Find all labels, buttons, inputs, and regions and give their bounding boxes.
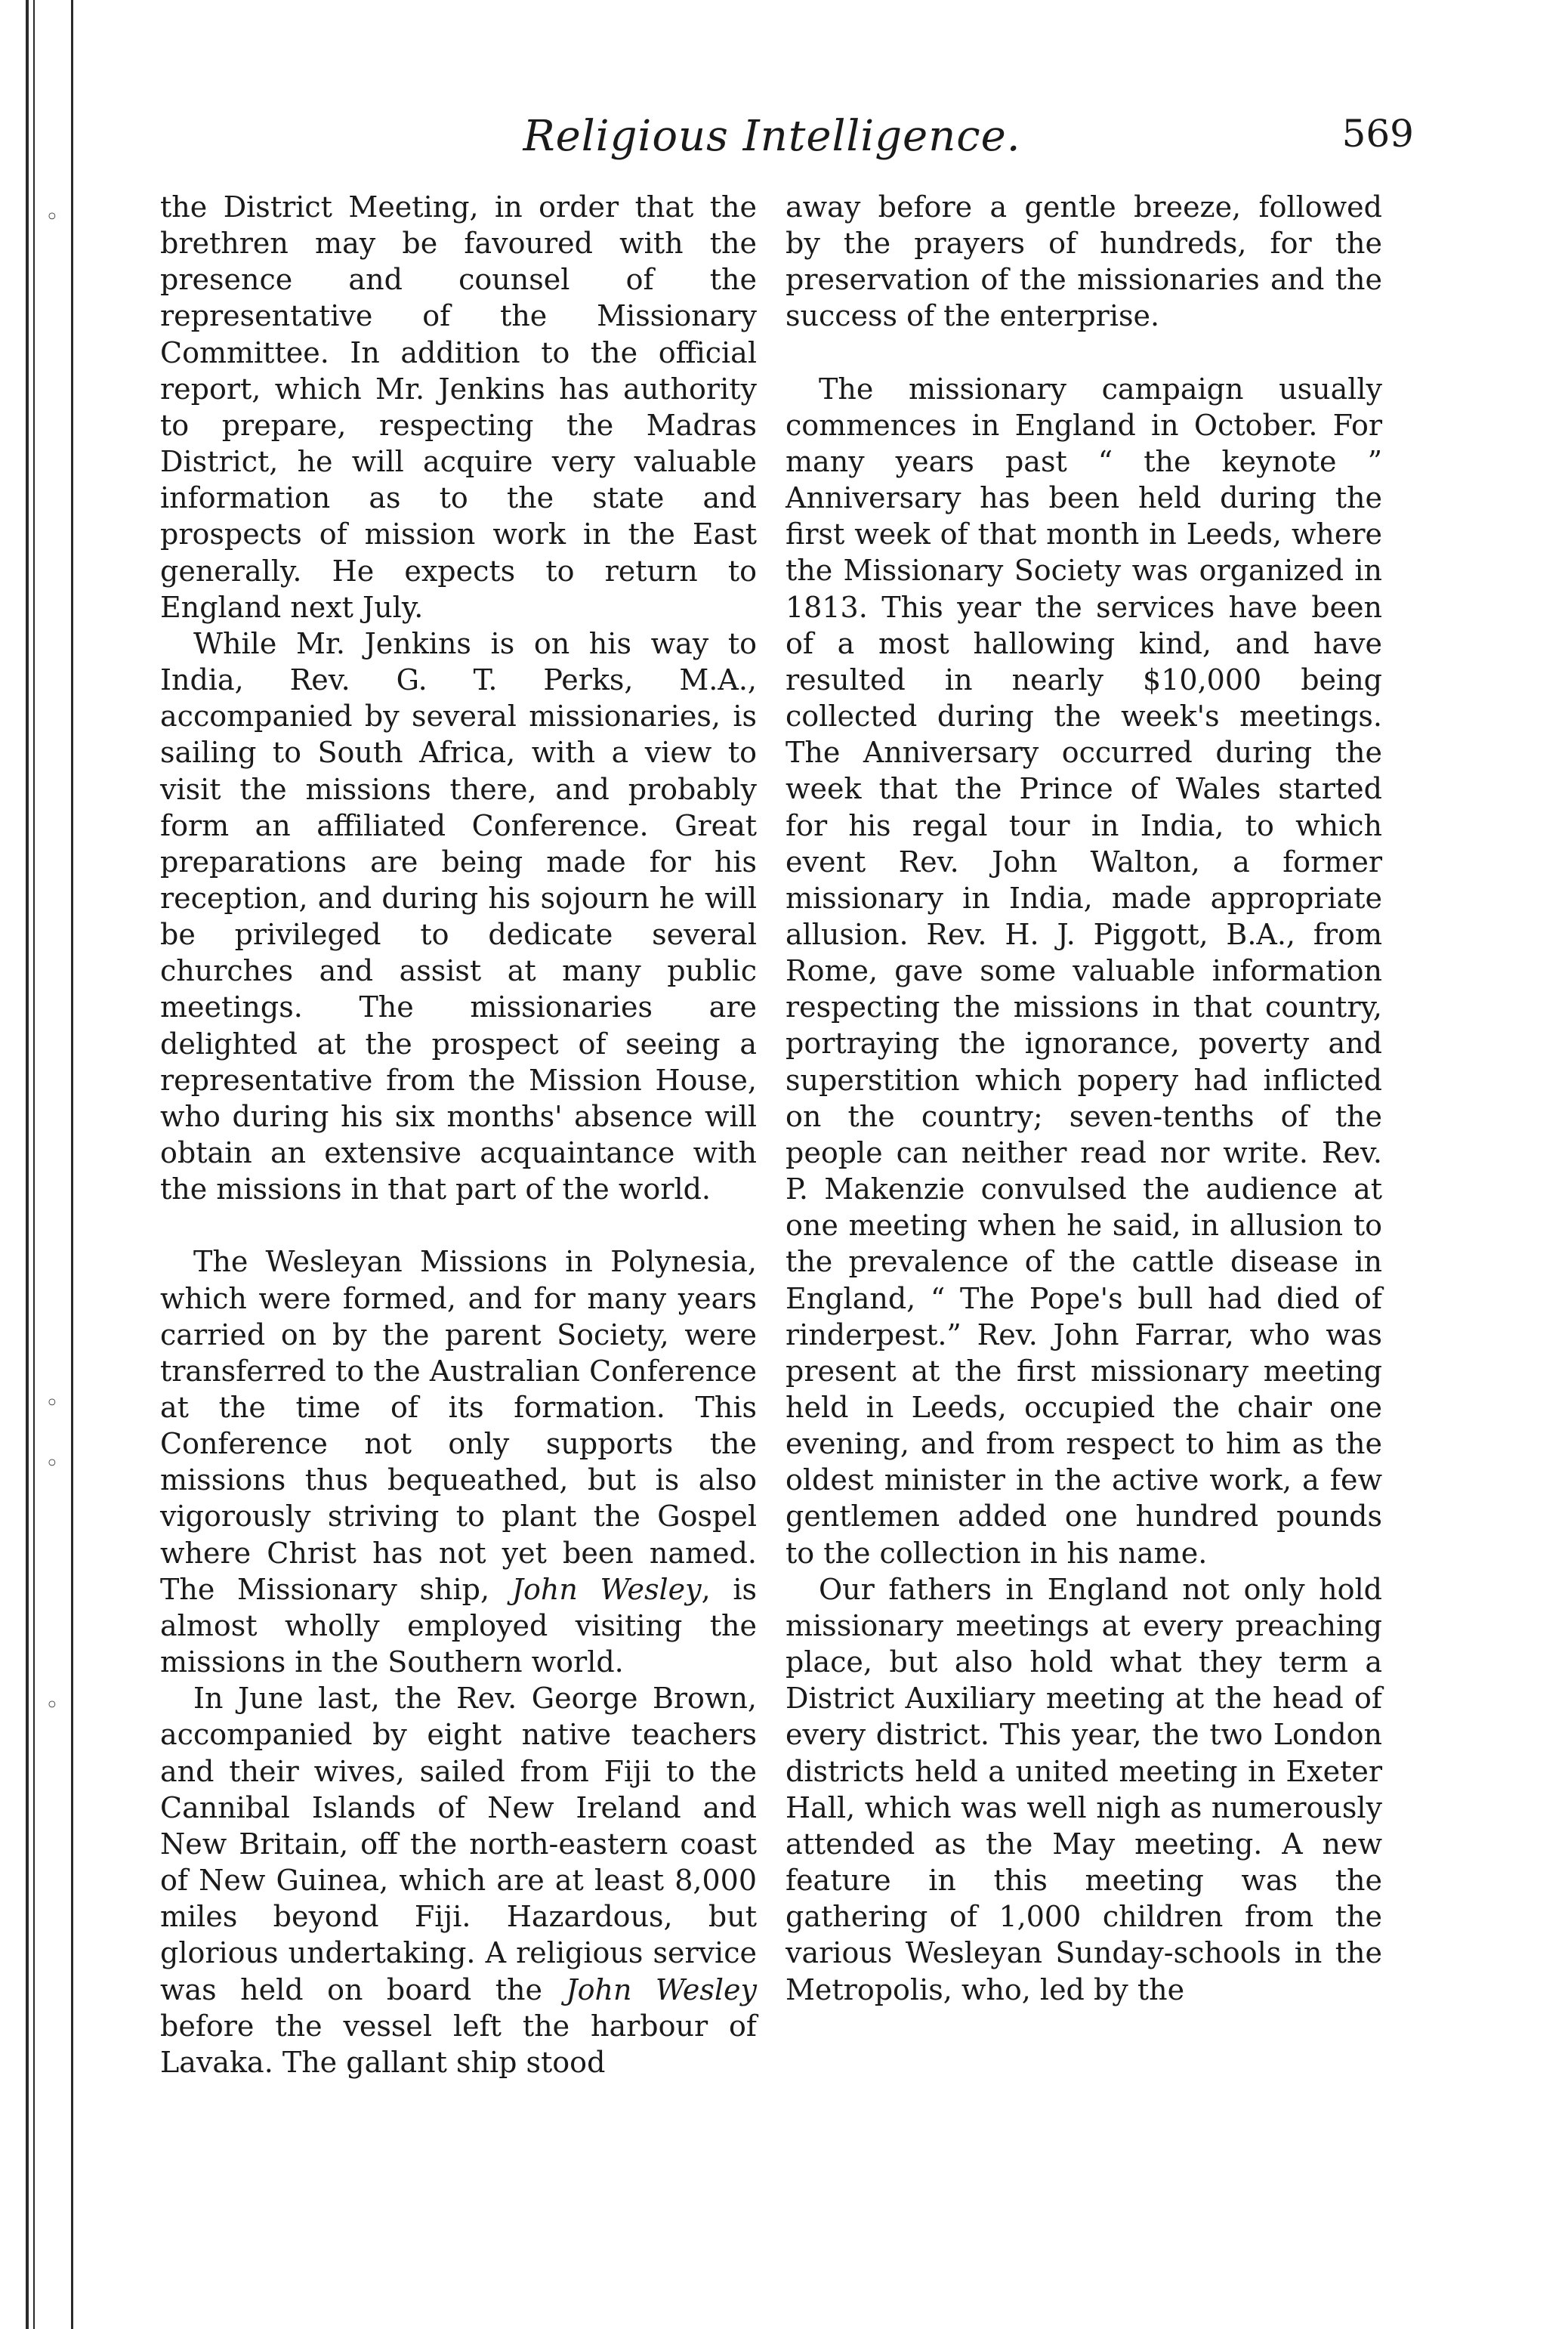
binding-line	[33, 0, 35, 2329]
paragraph-text: before the vessel left the harbour of Lavaka. The gallant ship stood	[160, 2009, 757, 2079]
binding-mark: ◦	[45, 204, 59, 230]
paragraph: the District Meeting, in order that the brethren may be favoured with the presence and counsel of the representative of the Missionary Committee. In addition to the official report, which Mr. Jenkins has authority to prepare, respecting the Madras District, he will acquire very valuable information as to the state and prospects of mission work in the East generally. He expects to return to England next July.	[160, 190, 757, 624]
right-column	[786, 189, 1382, 2008]
paragraph	[160, 1680, 757, 2080]
page-header	[160, 112, 1414, 165]
paragraph: away before a gentle breeze, followed by the prayers of hundreds, for the preservation of the missionaries and the success of the enterprise.	[786, 190, 1382, 333]
binding-line	[26, 0, 29, 2329]
paragraph: The missionary campaign usually commences in England in October. For many years past “ the keynote ” Anniversary has been held during the first week of that month in Leeds, where the Missionary Society was organized in 1813. This year the services have been of a most hallowing kind, and have resulted in nearly $10,000 being collected during the week's meetings. The Anniversary occurred during the week that the Prince of Wales started for his regal tour in India, to which event Rev. John Walton, a former missionary in India, made appropriate allusion. Rev. H. J. Piggott, B.A., from Rome, gave some valuable information respecting the missions in that country, portraying the ignorance, poverty and superstition which popery had inflicted on the country; seven-tenths of the people can neither read nor write. Rev. P. Makenzie convulsed the audience at one meeting when he said, in allusion to the prevalence of the cattle disease in England, “ The Pope's bull had died of rinderpest.” Rev. John Farrar, who was present at the first missionary meeting held in Leeds, occupied the chair one evening, and from respect to him as the oldest minister in the active work, a few gentlemen added one hundred pounds to the collection in his name.	[786, 372, 1382, 1570]
paragraph-text: In June last, the Rev. George Brown, accompanied by eight native teachers and their wives, sailed from Fiji to the Cannibal Islands of New Ireland and New Britain, off the north-eastern coast of New Guinea, which are at least 8,000 miles beyond Fiji. Hazardous, but glorious undertaking. A religious service was held on board the	[160, 1682, 757, 2006]
paragraph: Our fathers in England not only hold missionary meetings at every preaching place, but also hold what they term a District Auxiliary meeting at the head of every district. This year, the two London districts held a united meeting in Exeter Hall, which was well nigh as numerously attended as the May meeting. A new feature in this meeting was the gathering of 1,000 children from the various Wesleyan Sunday-schools in the Metropolis, who, led by the	[786, 1572, 1382, 2006]
paragraph-text: , is almost wholly employed visiting the missions in the Southern world.	[160, 1572, 757, 1679]
ship-name: John Wesley	[511, 1572, 702, 1606]
binding-mark: ◦	[45, 1390, 59, 1416]
paragraph-text: The Wesleyan Missions in Polynesia, which were formed, and for many years carried on by the parent Society, were transferred to the Australian Conference at the time of its formation. This Conference not only supports the missions thus bequeathed, but is also vigorously striving to plant the Gospel where Christ has not yet been named. The Missionary ship,	[160, 1245, 757, 1606]
running-title: Religious Intelligence.	[523, 112, 1021, 161]
binding-line	[71, 0, 73, 2329]
binding-mark: ◦	[45, 1450, 59, 1477]
book-binding-edge	[0, 0, 98, 2329]
page-number: 569	[1341, 112, 1414, 156]
paragraph	[160, 1243, 757, 1680]
binding-mark: ◦	[45, 1692, 59, 1719]
ship-name: John Wesley	[566, 1972, 757, 2006]
paragraph: While Mr. Jenkins is on his way to India, Rev. G. T. Perks, M.A., accompanied by several missionaries, is sailing to South Africa, with a view to visit the missions there, and probably form an affiliated Conference. Great preparations are being made for his reception, and during his sojourn he will be privileged to dedicate several churches and assist at many public meetings. The missionaries are delighted at the prospect of seeing a representative from the Mission House, who during his six months' absence will obtain an extensive acquaintance with the missions in that part of the world.	[160, 626, 757, 1206]
left-column	[160, 189, 757, 2080]
